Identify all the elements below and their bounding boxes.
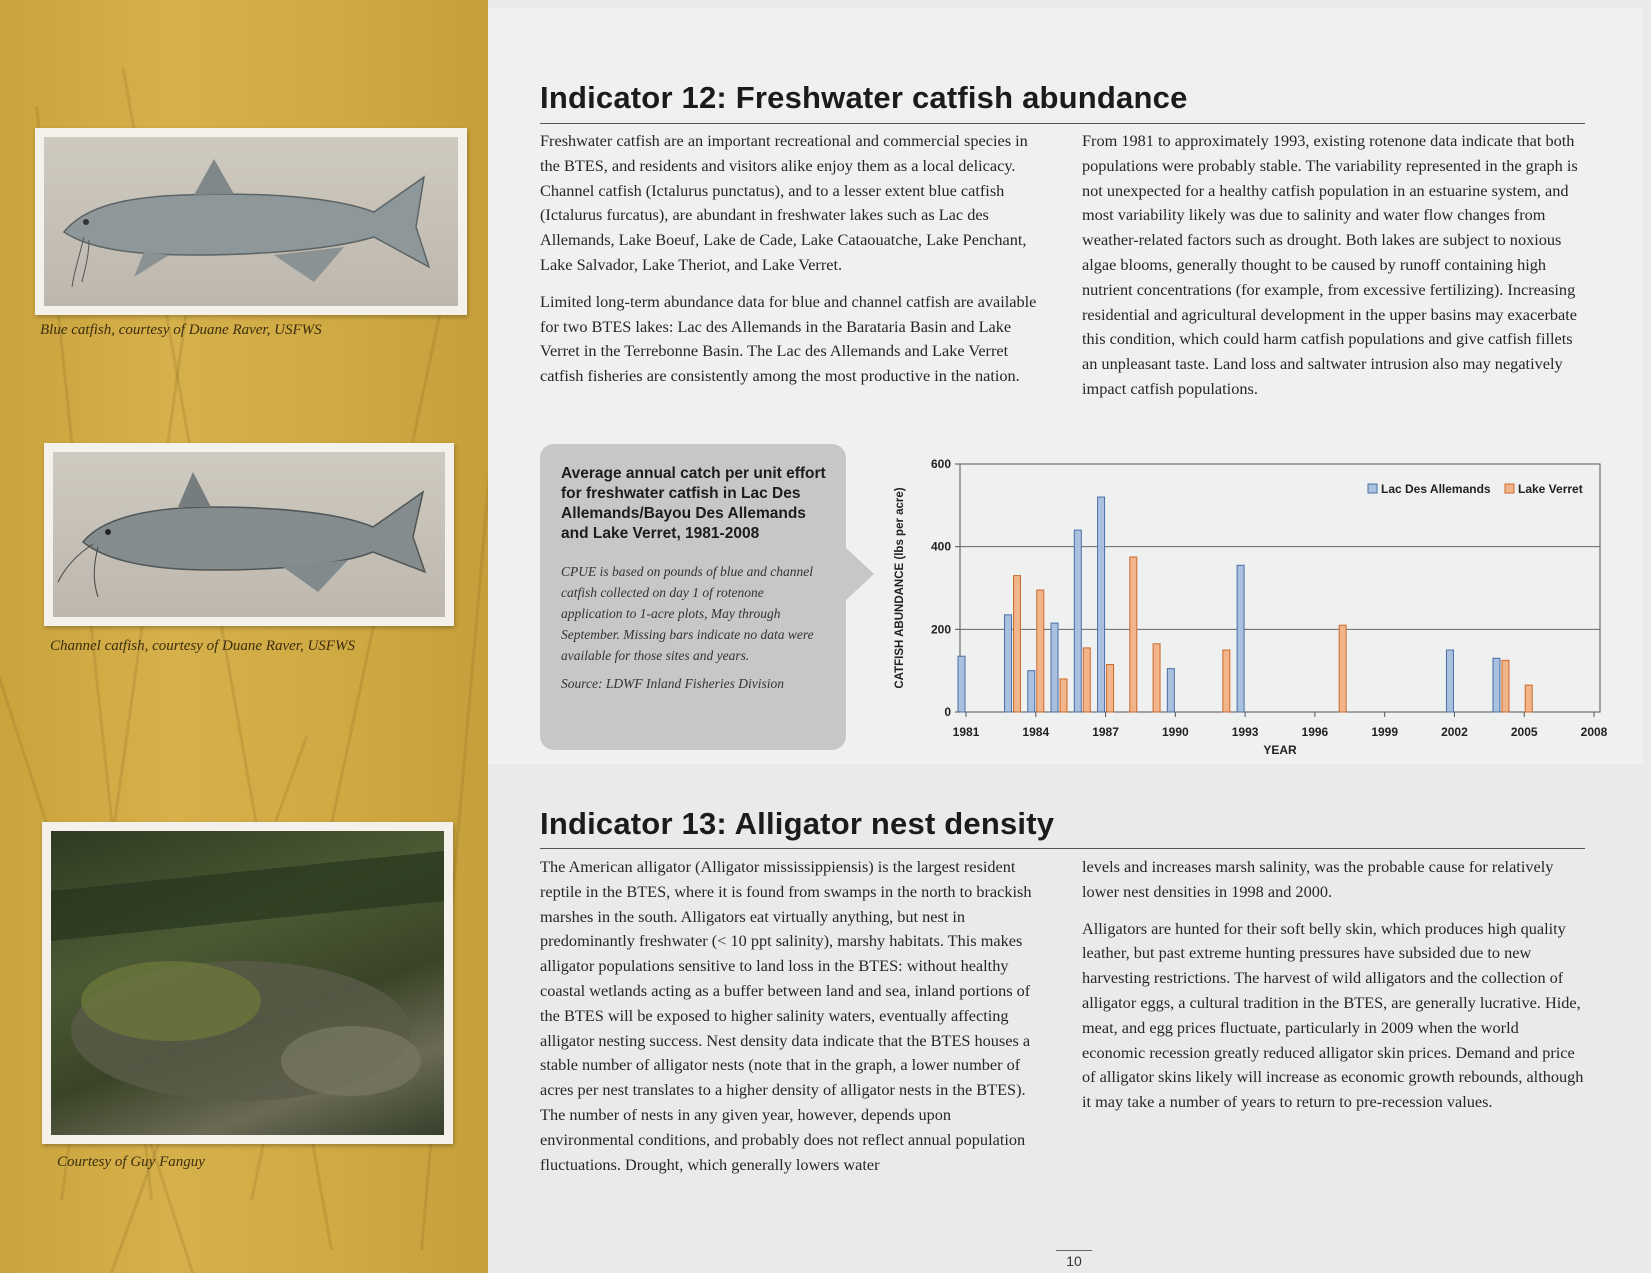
paragraph: Freshwater catfish are an important recreational and commercial species in the BTES, and residents and visitors alike enjoy them as a local delicacy. Channel catfish (Ictalurus punctatus), and to a lesser extent blue catfish (Ictalurus furcatus), are abundant in freshwater lakes such as Lac des Allemands, Lake Boeuf, Lake de Cade, Lake Cataouatche, Lake Penchant, Lake Salvador, Lake Theriot, and Lake Verret. (540, 131, 1028, 274)
paragraph: Limited long-term abundance data for blue and channel catfish are available for two BTES lakes: Lac des Allemands in the Barataria Basin and Lake Verret in the Terrebonne Basin. The Lac des Allemands and Lake Verret catfish fisheries are consistently among the most productive in the nation. (540, 291, 1037, 386)
bar-lac-des-allemands-1981 (958, 656, 965, 712)
callout-arrow (846, 548, 874, 600)
callout-title: Average annual catch per unit effort for freshwater catfish in Lac Des Allemands/Bayou Des Allemands and Lake Verret, 1981-2008 (561, 465, 826, 542)
bar-lac-des-allemands-1984 (1028, 671, 1035, 712)
legend-label: Lake Verret (1518, 482, 1583, 496)
callout-source: Source: LDWF Inland Fisheries Division (561, 676, 784, 691)
indicator12-title: Indicator 12: Freshwater catfish abundance (540, 80, 1188, 115)
indicator13-title: Indicator 13: Alligator nest density (540, 806, 1055, 841)
blue-catfish-caption: Blue catfish, courtesy of Duane Raver, USFWS (40, 322, 322, 338)
alligator-caption: Courtesy of Guy Fanguy (57, 1154, 205, 1170)
legend-label: Lac Des Allemands (1381, 482, 1491, 496)
paragraph: Alligators are hunted for their soft belly skin, which produces high quality leather, but past extreme hunting pressures have subsided due to new harvesting restrictions. The harvest of wild alligators and the collection of alligator eggs, a cultural tradition in the BTES, are generally lucrative. Hide, meat, and egg prices fluctuate, particularly in 2009 when the world economic recession greatly reduced alligator skin prices. Demand and price of alligator skins likely will increase as economic growth rebounds, although it may take a number of years to return to pre-recession values. (1082, 918, 1584, 1112)
y-tick-label: 400 (930, 539, 951, 554)
paragraph: levels and increases marsh salinity, was the probable cause for relatively lower nest densities in 1998 and 2000. (1082, 857, 1554, 901)
bar-lake-verret-1987 (1107, 664, 1114, 712)
indicator12-right-column (1082, 129, 1585, 414)
bar-lac-des-allemands-2004 (1493, 658, 1500, 712)
bar-lake-verret-1988 (1130, 557, 1137, 712)
legend-swatch (1505, 484, 1514, 493)
bar-lake-verret-1983 (1014, 576, 1021, 712)
x-tick-label: 2002 (1441, 725, 1468, 739)
callout-note: CPUE is based on pounds of blue and channel catfish collected on day 1 of rotenone application to 1-acre plots, May through September. Missing bars indicate no data were available for those sites and years. (561, 564, 814, 663)
blue-catfish-illustration (44, 137, 458, 306)
alligator-photo (42, 822, 453, 1144)
bar-lac-des-allemands-1983 (1005, 615, 1012, 712)
bar-lac-des-allemands-1987 (1098, 497, 1105, 712)
x-tick-label: 1993 (1231, 725, 1259, 739)
x-tick-label: 1996 (1301, 725, 1329, 739)
indicator12-rule (540, 123, 1585, 124)
x-tick-label: 1984 (1022, 725, 1050, 739)
alligator-scene (51, 831, 444, 1135)
bar-lac-des-allemands-1986 (1074, 530, 1081, 712)
y-tick-label: 600 (930, 457, 951, 471)
bar-lac-des-allemands-1985 (1051, 623, 1058, 712)
blue-catfish-photo (35, 128, 467, 315)
x-tick-label: 1981 (952, 725, 980, 739)
catfish-bar-chart (880, 450, 1615, 765)
bar-lac-des-allemands-2002 (1446, 650, 1453, 712)
y-axis-label: CATFISH ABUNDANCE (lbs per acre) (894, 487, 906, 689)
page-number: 10 (1056, 1250, 1092, 1269)
y-tick-label: 200 (930, 622, 951, 637)
x-tick-label: 1990 (1161, 725, 1189, 739)
bar-lac-des-allemands-1993 (1237, 565, 1244, 712)
x-tick-label: 2005 (1510, 725, 1538, 739)
y-tick-label: 0 (944, 705, 951, 719)
bar-lake-verret-1985 (1060, 679, 1067, 712)
bar-lake-verret-1997 (1339, 625, 1346, 712)
x-tick-label: 1999 (1371, 725, 1399, 739)
bar-lake-verret-1984 (1037, 590, 1044, 712)
bar-lake-verret-2005 (1525, 685, 1532, 712)
indicator13-rule (540, 848, 1585, 849)
bar-lake-verret-1986 (1083, 648, 1090, 712)
channel-catfish-photo (44, 443, 454, 626)
x-axis-label: YEAR (1263, 743, 1297, 757)
legend-swatch (1368, 484, 1377, 493)
indicator12-left-column (540, 129, 1042, 401)
bar-lake-verret-1992 (1223, 650, 1230, 712)
indicator13-left-column (540, 855, 1042, 1189)
indicator13-right-column (1082, 855, 1585, 1127)
paragraph: From 1981 to approximately 1993, existing rotenone data indicate that both populations were probably stable. The variability represented in the graph is not unexpected for a healthy catfish population in an estuarine system, and most variability likely was due to salinity and water flow changes from weather-related factors such as drought. Both lakes are subject to noxious algae blooms, generally thought to be caused by runoff containing high nutrient concentrations (for example, from excessive fertilizing). Increasing residential and agricultural development in the upper basins may exacerbate this condition, which could harm catfish populations and give catfish fillets an unpleasant taste. Land loss and saltwater intrusion also may negatively impact catfish populations. (1082, 131, 1578, 398)
paragraph: The American alligator (Alligator mississippiensis) is the largest resident reptile in the BTES, where it is found from swamps in the north to brackish marshes in the south. Alligators eat virtually anything, but nest in predominantly freshwater (< 10 ppt salinity), marshy habitats. This makes alligator populations sensitive to land loss in the BTES: without healthy coastal wetlands acting as a buffer between land and sea, inland portions of the BTES will be exposed to higher salinity waters, eventually affecting alligator nesting success. Nest density data indicate that the BTES houses a stable number of alligator nests (note that in the graph, a lower number of acres per nest translates to a higher density of alligator nests in the BTES). The number of nests in any given year, however, depends upon environmental conditions, and probably does not reflect annual population fluctuations. Drought, which generally lowers water (540, 857, 1032, 1174)
bar-lake-verret-2004 (1502, 660, 1509, 712)
bar-lake-verret-1989 (1153, 644, 1160, 712)
bar-lac-des-allemands-1990 (1167, 669, 1174, 712)
x-tick-label: 2008 (1580, 725, 1608, 739)
channel-catfish-caption: Channel catfish, courtesy of Duane Raver, USFWS (50, 638, 355, 654)
x-tick-label: 1987 (1092, 725, 1119, 739)
channel-catfish-illustration (53, 452, 445, 617)
